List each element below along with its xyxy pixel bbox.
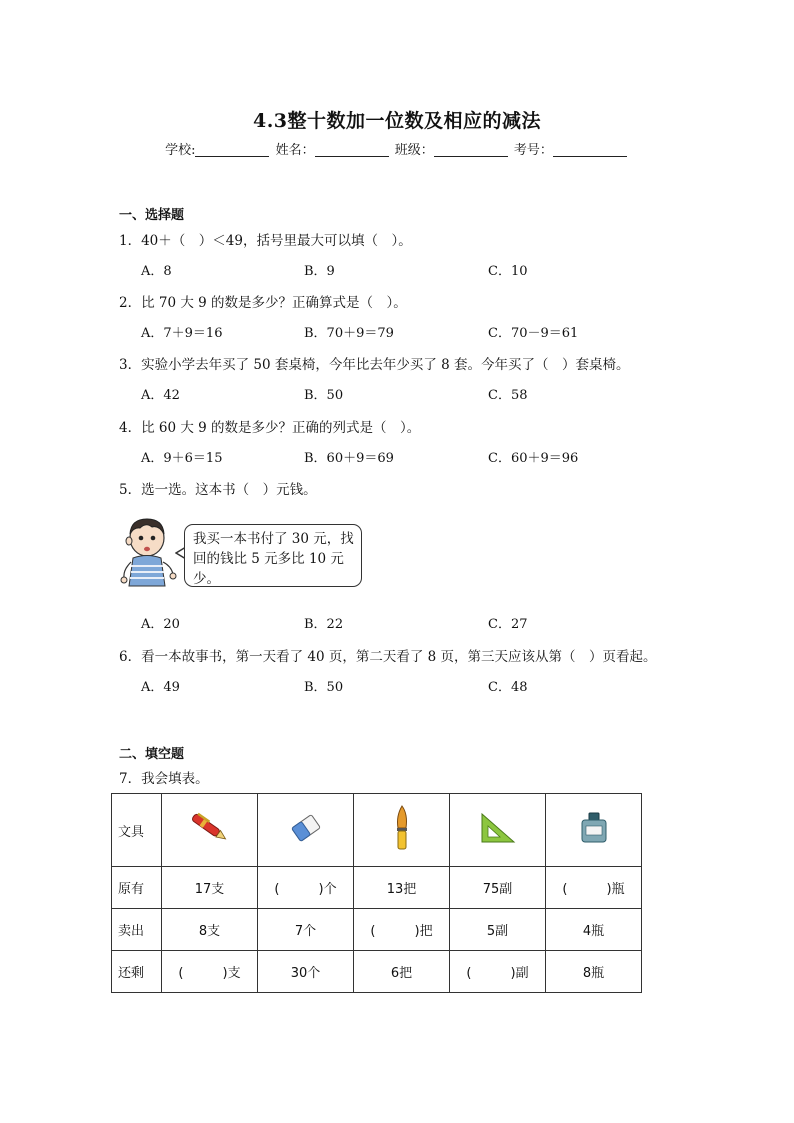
page-title: 4.3整十数加一位数及相应的减法: [252, 110, 542, 132]
stationery-table: [111, 793, 642, 993]
exam-no-blank[interactable]: [553, 142, 627, 157]
table-cell: 6把: [354, 951, 450, 993]
table-row: [112, 909, 642, 951]
table-row: [112, 951, 642, 993]
speech-bubble-text: 我买一本书付了 30 元，找回的钱比 5 元多比 10 元少。: [193, 531, 354, 587]
table-cell: 7个: [258, 909, 354, 951]
boy-illustration: [119, 516, 179, 592]
table-cell: 13把: [354, 867, 450, 909]
question-2: 2．比 70 大 9 的数是多少？正确算式是（ ）。: [119, 295, 407, 311]
table-cell: 4瓶: [546, 909, 642, 951]
table-cell-blank[interactable]: ( )把: [354, 909, 450, 951]
table-cell-blank[interactable]: ( )个: [258, 867, 354, 909]
eraser-cell: [258, 794, 354, 867]
name-blank[interactable]: [315, 142, 389, 157]
table-cell: 8瓶: [546, 951, 642, 993]
table-row: [112, 794, 642, 867]
question-4: 4．比 60 大 9 的数是多少？正确的列式是（ ）。: [119, 420, 421, 436]
q5-option-c[interactable]: C．27: [488, 617, 528, 632]
table-cell: 30个: [258, 951, 354, 993]
table-row: [112, 867, 642, 909]
knife-cell: [354, 794, 450, 867]
row-header-sold: 卖出: [112, 909, 162, 951]
pen-icon: [188, 810, 232, 846]
q1-option-a[interactable]: A．8: [141, 264, 172, 279]
q3-option-b[interactable]: B．50: [304, 388, 344, 403]
q4-option-a[interactable]: A．9＋6＝15: [141, 451, 223, 466]
q3-option-a[interactable]: A．42: [141, 388, 180, 403]
q6-option-b[interactable]: B．50: [304, 680, 344, 695]
q2-option-a[interactable]: A．7＋9＝16: [141, 326, 223, 341]
table-cell: 75副: [450, 867, 546, 909]
q4-option-b[interactable]: B．60＋9＝69: [304, 451, 394, 466]
row-header-remaining: 还剩: [112, 951, 162, 993]
q3-option-c[interactable]: C．58: [488, 388, 528, 403]
table-cell-blank[interactable]: ( )副: [450, 951, 546, 993]
row-header-original: 原有: [112, 867, 162, 909]
table-cell: 5副: [450, 909, 546, 951]
class-blank[interactable]: [434, 142, 508, 157]
q2-option-c[interactable]: C．70－9＝61: [488, 326, 579, 341]
student-info-line: [0, 139, 794, 158]
section-heading-fill-in: 二、填空题: [119, 747, 185, 762]
school-blank[interactable]: [195, 142, 269, 157]
table-cell-blank[interactable]: ( )瓶: [546, 867, 642, 909]
table-cell-blank[interactable]: ( )支: [162, 951, 258, 993]
question-3: 3．实验小学去年买了 50 套桌椅，今年比去年少买了 8 套。今年买了（ ）套桌椅。: [119, 357, 630, 373]
speech-bubble: [184, 524, 362, 587]
ink-bottle-cell: [546, 794, 642, 867]
eraser-icon: [288, 810, 324, 846]
question-5: 5．选一选。这本书（ ）元钱。: [119, 482, 317, 498]
exam-no-label: 考号：: [513, 143, 553, 158]
q1-option-b[interactable]: B．9: [304, 264, 335, 279]
table-cell: 17支: [162, 867, 258, 909]
school-label: 学校:: [165, 143, 196, 158]
pen-cell: [162, 794, 258, 867]
q1-option-c[interactable]: C．10: [488, 264, 528, 279]
triangle-ruler-icon: [478, 810, 518, 846]
triangle-ruler-cell: [450, 794, 546, 867]
q4-option-c[interactable]: C．60＋9＝96: [488, 451, 579, 466]
q5-option-b[interactable]: B．22: [304, 617, 344, 632]
question-1: 1．40＋（ ）＜49，括号里最大可以填（ ）。: [119, 233, 412, 249]
table-cell: 8支: [162, 909, 258, 951]
knife-icon: [390, 804, 414, 852]
question-6: 6．看一本故事书，第一天看了 40 页，第二天看了 8 页，第三天应该从第（ ）页看起。: [119, 649, 657, 665]
q5-option-a[interactable]: A．20: [141, 617, 180, 632]
q6-option-a[interactable]: A．49: [141, 680, 180, 695]
q6-option-c[interactable]: C．48: [488, 680, 528, 695]
ink-bottle-icon: [578, 810, 610, 846]
name-label: 姓名：: [275, 143, 315, 158]
section-heading-choice: 一、选择题: [119, 208, 185, 223]
question-7: 7．我会填表。: [119, 771, 209, 787]
q2-option-b[interactable]: B．70＋9＝79: [304, 326, 394, 341]
class-label: 班级：: [394, 143, 434, 158]
row-header-stationery: 文具: [112, 794, 162, 867]
